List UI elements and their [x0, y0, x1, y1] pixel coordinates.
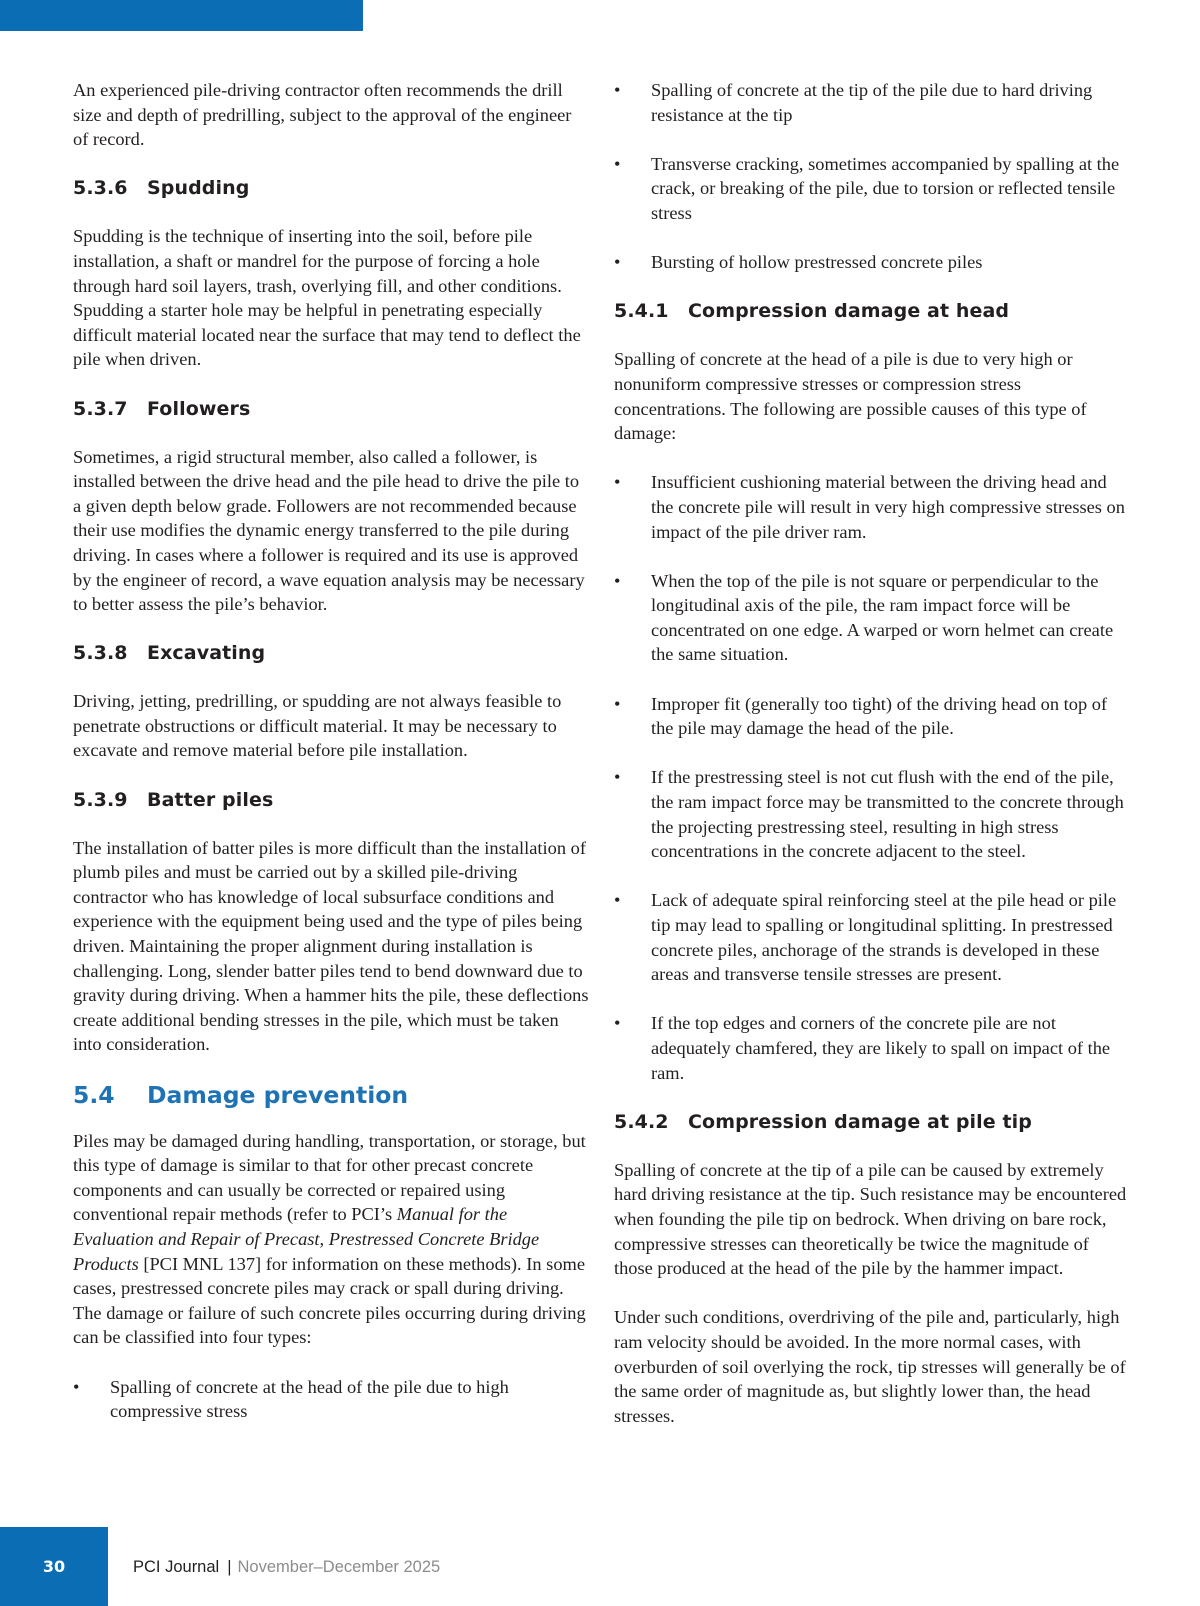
- list-item: [614, 765, 1130, 863]
- section-title: Followers: [147, 397, 251, 420]
- footer-separator: |: [227, 1558, 232, 1576]
- list-item: [614, 152, 1130, 226]
- bullet-mark: •: [614, 252, 621, 273]
- compression-tip-paragraph-2: Under such conditions, overdriving of the pile and, particularly, high ram velocity should be avoided. In the more normal cases, with overburden of soil overlying the rock, tip stresses will generally be of the same order of magnitude as, but slightly lower than, the head stresses.: [614, 1307, 1126, 1426]
- list-item-text: Spalling of concrete at the tip of the pile due to hard driving resistance at the tip: [651, 80, 1093, 125]
- spudding-paragraph: Spudding is the technique of inserting into the soil, before pile installation, a shaft or mandrel for the purpose of forcing a hole through hard soil layers, trash, overlying fill, and other conditions. Spudding a starter hole may be helpful in penetrating especially difficult material located near the surface that may tend to deflect the pile when driven.: [73, 226, 581, 370]
- issue-date: November–December 2025: [237, 1558, 441, 1576]
- list-item: [614, 250, 1130, 275]
- list-item-text: Transverse cracking, sometimes accompanied by spalling at the crack, or breaking of the pile, due to torsion or reflected tensile stress: [651, 153, 1120, 223]
- section-heading-5-4-1: [614, 299, 1130, 323]
- list-item: [614, 470, 1130, 544]
- bullet-mark: •: [614, 1013, 621, 1034]
- journal-name: PCI Journal: [133, 1558, 220, 1576]
- bullet-mark: •: [614, 767, 621, 788]
- batter-piles-paragraph: The installation of batter piles is more difficult than the installation of plumb piles and must be carried out by a skilled pile-driving contractor who has knowledge of local subsurface conditions and experience with the equipment being used and the type of piles being driven. Maintaining the proper alignment during installation is challenging. Long, slender batter piles tend to bend downward due to gravity during driving. When a hammer hits the pile, these deflections create additional bending stresses in the pile, which must be taken into consideration.: [73, 837, 589, 1055]
- list-item-text: Insufficient cushioning material between the driving head and the concrete pile will result in very high compressive stresses on impact of the pile driver ram.: [651, 472, 1125, 542]
- list-item-text: If the top edges and corners of the concrete pile are not adequately chamfered, they are likely to spall on impact of the ram.: [651, 1013, 1111, 1083]
- section-heading-5-4-2: [614, 1110, 1130, 1134]
- list-item: [614, 1011, 1130, 1085]
- section-title: Damage prevention: [147, 1080, 409, 1109]
- list-item-text: If the prestressing steel is not cut flush with the end of the pile, the ram impact force may be transmitted to the concrete through the projecting prestressing steel, resulting in high stress concentrations in the concrete adjacent to the steel.: [651, 767, 1124, 862]
- running-footer: [133, 1558, 440, 1577]
- bullet-mark: •: [614, 472, 621, 493]
- damage-types-list: [73, 1375, 589, 1424]
- section-heading-5-4: [73, 1082, 589, 1108]
- compression-head-paragraph: Spalling of concrete at the head of a pile is due to very high or nonuniform compressive stresses or compression stress concentrations. The following are possible causes of this type of damage:: [614, 349, 1087, 444]
- section-heading-5-3-6: [73, 176, 589, 200]
- bullet-mark: •: [614, 890, 621, 911]
- damage-prevention-paragraph: [73, 1129, 589, 1350]
- list-item: [73, 1375, 589, 1424]
- section-number: 5.3.9: [73, 788, 128, 811]
- list-item-text: Spalling of concrete at the head of the pile due to high compressive stress: [110, 1376, 509, 1422]
- bullet-mark: •: [614, 153, 621, 174]
- section-title: Compression damage at pile tip: [688, 1110, 1032, 1133]
- list-item: [614, 888, 1130, 986]
- list-item: [614, 569, 1130, 667]
- bullet-mark: •: [73, 1376, 80, 1397]
- excavating-paragraph: Driving, jetting, predrilling, or spudding are not always feasible to penetrate obstructions or difficult material. It may be necessary to excavate and remove material before pile installation.: [73, 691, 562, 761]
- damage-types-list-continued: [614, 78, 1130, 275]
- section-title: Compression damage at head: [688, 300, 1010, 323]
- list-item-text: When the top of the pile is not square or perpendicular to the longitudinal axis of the pile, the ram impact force will be concentrated on one edge. A warped or worn helmet can create the same situation.: [651, 570, 1114, 665]
- list-item: [614, 78, 1130, 127]
- bullet-mark: •: [614, 693, 621, 714]
- section-title: Batter piles: [147, 788, 274, 811]
- section-title: Spudding: [147, 177, 250, 200]
- list-item-text: Improper fit (generally too tight) of the driving head on top of the pile may damage the head of the pile.: [651, 693, 1108, 739]
- left-column: [73, 78, 589, 1448]
- section-number: 5.3.6: [73, 177, 128, 200]
- section-number: 5.3.8: [73, 642, 128, 665]
- page-number-box: [0, 1527, 108, 1606]
- manual-title-italic: Manual for the Evaluation and Repair of Precast, Prestressed Concrete Bridge Products: [73, 1204, 540, 1274]
- list-item-text: Bursting of hollow prestressed concrete piles: [651, 252, 983, 273]
- right-column: [614, 78, 1130, 1453]
- top-accent-bar: [0, 0, 363, 31]
- section-title: Excavating: [147, 642, 266, 665]
- bullet-mark: •: [614, 80, 621, 100]
- compression-tip-paragraph-1: Spalling of concrete at the tip of a pile can be caused by extremely hard driving resistance at the tip. Such resistance may be encountered when founding the pile tip on bedrock. When driving on bare rock, compressive stresses can theoretically be twice the magnitude of those produced at the head of the pile by the hammer impact.: [614, 1159, 1127, 1279]
- page-number: 30: [42, 1557, 66, 1576]
- intro-paragraph: An experienced pile-driving contractor often recommends the drill size and depth of predrilling, subject to the approval of the engineer of record.: [73, 80, 572, 150]
- section-heading-5-3-8: [73, 641, 589, 665]
- paragraph-text: [PCI MNL 137] for information on these methods). In some cases, prestressed concrete piles may crack or spall during driving. The damage or failure of such concrete piles occurring during driving can be classified into four types:: [73, 1253, 586, 1348]
- section-number: 5.3.7: [73, 397, 128, 420]
- section-heading-5-3-7: [73, 397, 589, 421]
- followers-paragraph: Sometimes, a rigid structural member, also called a follower, is installed between the drive head and the pile head to drive the pile to a given depth below grade. Followers are not recommended because their use modifies the dynamic energy transferred to the pile during driving. In cases where a follower is required and its use is approved by the engineer of record, a wave equation analysis may be necessary to better assess the pile’s behavior.: [73, 446, 585, 615]
- section-number: 5.4.2: [614, 1110, 669, 1133]
- list-item-text: Lack of adequate spiral reinforcing steel at the pile head or pile tip may lead to spalling or longitudinal splitting. In prestressed concrete piles, anchorage of the strands is developed in these areas and transverse tensile stresses are present.: [651, 890, 1117, 985]
- section-number: 5.4.1: [614, 300, 669, 323]
- list-item: [614, 692, 1130, 741]
- bullet-mark: •: [614, 570, 621, 591]
- head-damage-causes-list: [614, 470, 1130, 1085]
- paragraph-text: Piles may be damaged during handling, transportation, or storage, but this type of damage is similar to that for other precast concrete components and can usually be corrected or repaired using conventional repair methods (refer to PCI’s: [73, 1130, 586, 1225]
- section-heading-5-3-9: [73, 788, 589, 812]
- section-number: 5.4: [73, 1080, 115, 1109]
